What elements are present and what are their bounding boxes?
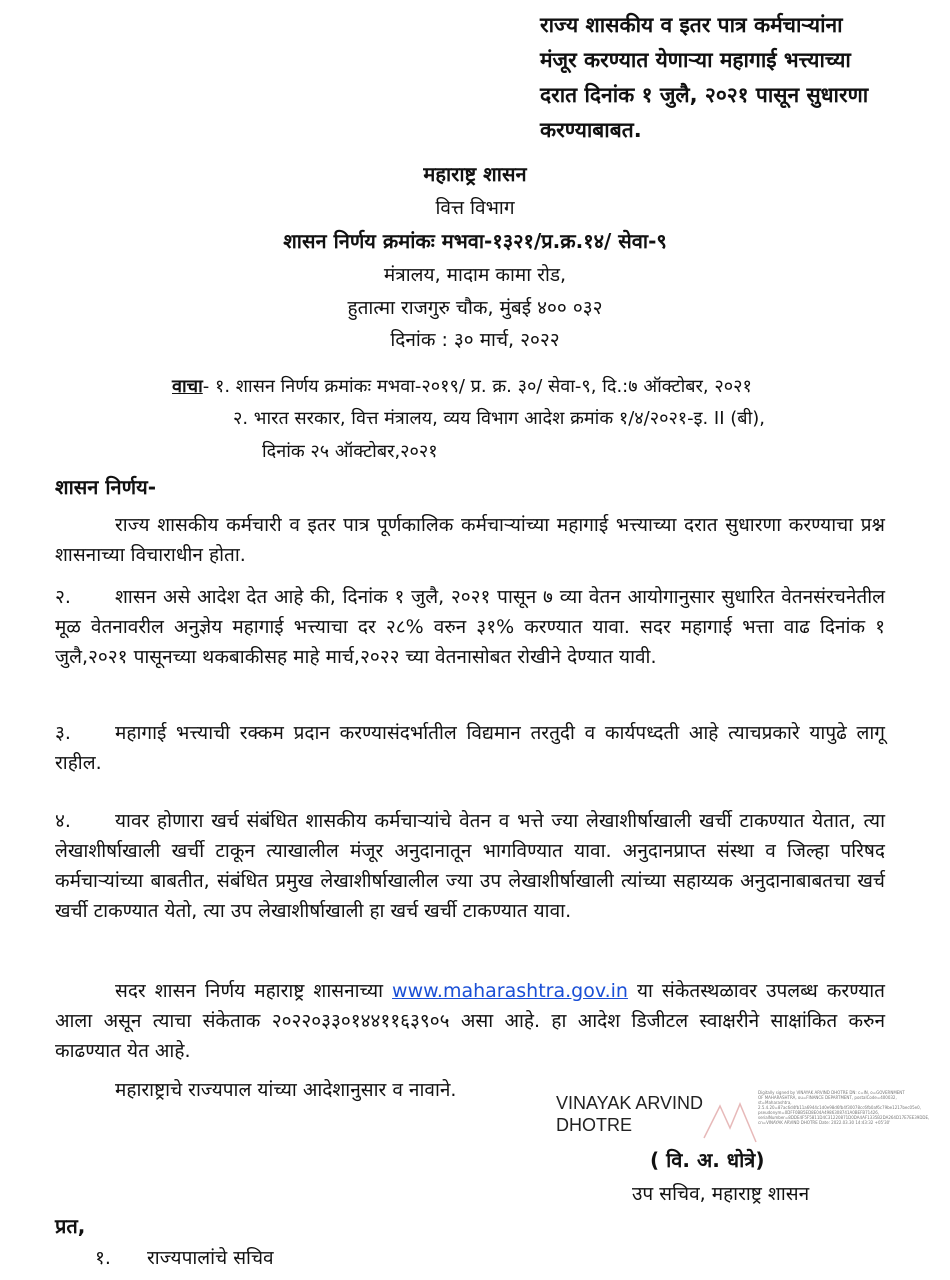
signer-designation: उप सचिव, महाराष्ट्र शासन bbox=[632, 1183, 810, 1205]
subject-line: दरात दिनांक १ जुलै, २०२१ पासून सुधारणा bbox=[540, 83, 869, 107]
govt-name: महाराष्ट्र शासन bbox=[423, 162, 527, 186]
reference-2b: दिनांक २५ ऑक्टोबर,२०२१ bbox=[262, 441, 438, 462]
reference-2a: २. भारत सरकार, वित्त मंत्रालय, व्यय विभाग आदेश क्रमांक १/४/२०२१-इ. II (बी), bbox=[233, 408, 765, 429]
paragraph-5-text-pre: सदर शासन निर्णय महाराष्ट्र शासनाच्या bbox=[115, 980, 393, 1002]
paragraph-4-text: यावर होणारा खर्च संबंधित शासकीय कर्मचाऱ्यांचे वेतन व भत्ते ज्या लेखाशीर्षाखाली खर्ची टाकण्यात येतात, त्या लेखाशीर्षाखाली खर्ची टाकून त्याखालील मंजूर अनुदानातून भागविण्यात यावा. अनुदानप्राप्त संस्था व जिल्हा परिषद कर्मचाऱ्यांच्या बाबतीत, संबंधित प्रमुख लेखाशीर्षाखालील ज्या उप लेखाशीर्षाखाली त्यांच्या सहाय्यक अनुदानाबाबतचा खर्च खर्ची टाकण्यात येतो, त्या उप लेखाशीर्षाखाली हा खर्च खर्ची टाकण्यात यावा. bbox=[55, 810, 885, 922]
reference-1 bbox=[172, 374, 752, 398]
signer-initials: ( वि. अ. धोत्रे) bbox=[650, 1148, 765, 1172]
paragraph-3-text: महागाई भत्त्याची रक्कम प्रदान करण्यासंदर्भातील विद्यमान तरतुदी व कार्यपध्दती आहे त्याचप्रकारे यापुढे लागू राहील. bbox=[55, 722, 885, 774]
paragraph-2 bbox=[55, 582, 885, 672]
subject-line: राज्य शासकीय व इतर पात्र कर्मचाऱ्यांना bbox=[540, 13, 843, 37]
subject-line: करण्याबाबत. bbox=[540, 118, 642, 142]
signer-name-line-2: DHOTRE bbox=[556, 1115, 632, 1135]
subject-line: मंजूर करण्यात येणाऱ्या महागाई भत्त्याच्या bbox=[540, 48, 851, 72]
signature-mark-icon bbox=[700, 1098, 760, 1148]
references-label: वाचा bbox=[172, 376, 203, 397]
paragraph-5-text-post: या संकेतस्थळावर उपलब्ध करण्यात आला असून त्याचा संकेताक २०२२०३३०१४४११६३९०५ असा आहे. हा आदेश डिजीटल स्वाक्षरीने साक्षांकित करुन काढण्यात येत आहे. bbox=[55, 980, 885, 1062]
resolution-date: दिनांक : ३० मार्च, २०२२ bbox=[390, 329, 560, 351]
address-line-1: मंत्रालय, मादाम कामा रोड, bbox=[383, 264, 567, 286]
paragraph-4-number: ४. bbox=[55, 810, 71, 832]
digital-signature-details: Digitally signed by VINAYAK ARVIND DHOTRE DN: c=IN, o=GOVERNMENT OF MAHARASHTRA, ou=FINANCE DEPARTMENT, postalCode=400032, st=Maharashtra, 2.5.4.20=87ac6d4fb11a6944c1d0e98d6fb4f30078cc6fb0af6c79be1217bec05e0, pseudonym=0DFF0BB5ED8E04A4986308741A0BEFB71426, serialNumber=8DDE4F5F5811D4C31220871D0DA4AF1335B2DA264D17E7EE39DDE, cn=VINAYAK ARVIND DHOTRE Date: 2022.03.30 14:43:32 +05'30' bbox=[758, 1090, 930, 1125]
website-link[interactable]: www.maharashtra.gov.in bbox=[392, 980, 628, 1002]
copy-to-item-1-number: १. bbox=[95, 1247, 111, 1269]
paragraph-1-text: राज्य शासकीय कर्मचारी व इतर पात्र पूर्णकालिक कर्मचाऱ्यांच्या महागाई भत्त्याच्या दरात सुधारणा करण्याचा प्रश्न शासनाच्या विचाराधीन होता. bbox=[55, 514, 885, 566]
copy-to-label: प्रत, bbox=[55, 1214, 86, 1238]
signer-name-line-1: VINAYAK ARVIND bbox=[556, 1093, 704, 1113]
paragraph-4 bbox=[55, 806, 885, 926]
paragraph-2-number: २. bbox=[55, 586, 71, 608]
paragraph-1 bbox=[55, 510, 885, 570]
resolution-title: शासन निर्णय- bbox=[55, 475, 157, 499]
signer-name bbox=[556, 1092, 703, 1136]
order-line: महाराष्ट्राचे राज्यपाल यांच्या आदेशानुसार व नावाने. bbox=[115, 1079, 457, 1101]
paragraph-2-text: शासन असे आदेश देत आहे की, दिनांक १ जुलै, २०२१ पासून ७ व्या वेतन आयोगानुसार सुधारित वेतनसंरचनेतील मूळ वेतनावरील अनुज्ञेय महागाई भत्त्याचा दर २८% वरुन ३१% करण्यात यावा. सदर महागाई भत्ता वाढ दिनांक १ जुलै,२०२१ पासूनच्या थकबाकीसह माहे मार्च,२०२२ च्या वेतनासोबत रोखीने देण्यात यावी. bbox=[55, 586, 885, 668]
copy-to-item-1-text: राज्यपालांचे सचिव bbox=[147, 1247, 274, 1269]
paragraph-3 bbox=[55, 718, 885, 778]
copy-to-item-1 bbox=[95, 1244, 274, 1270]
resolution-number: शासन निर्णय क्रमांकः मभवा-१३२१/प्र.क्र.१४/ सेवा-९ bbox=[283, 229, 667, 253]
paragraph-3-number: ३. bbox=[55, 722, 71, 744]
department-name: वित्त विभाग bbox=[435, 197, 515, 219]
paragraph-5 bbox=[55, 976, 885, 1066]
subject-block bbox=[540, 8, 868, 148]
address-line-2: हुतात्मा राजगुरु चौक, मुंबई ४०० ०३२ bbox=[347, 297, 603, 319]
reference-1-text: - १. शासन निर्णय क्रमांकः मभवा-२०१९/ प्र. क्र. ३०/ सेवा-९, दि.:७ ऑक्टोबर, २०२१ bbox=[202, 376, 752, 397]
